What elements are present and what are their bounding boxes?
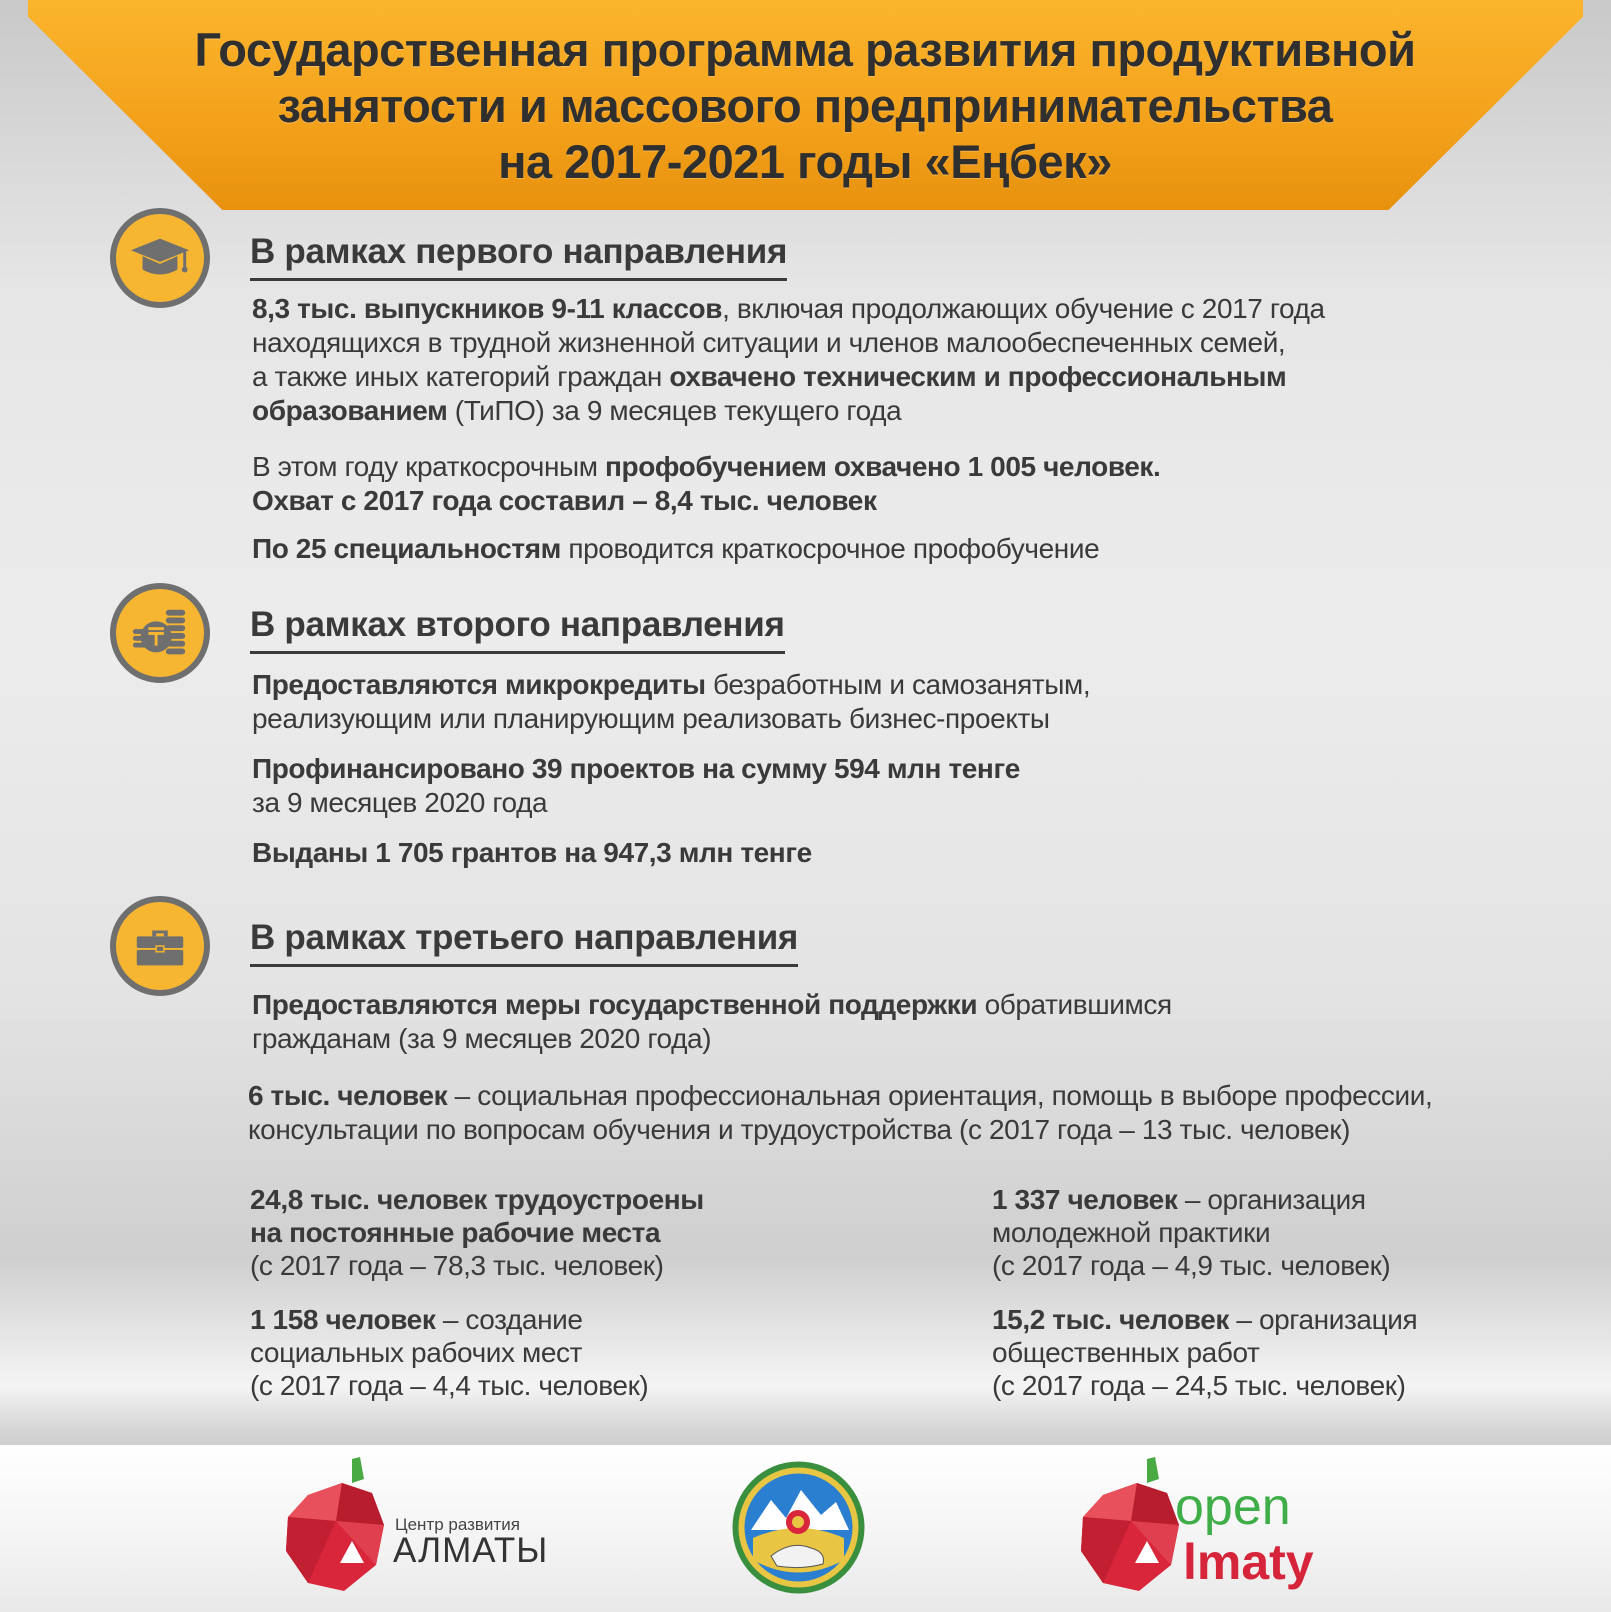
stat-youth-practice: 1 337 человек – организация молодежной практики (с 2017 года – 4,9 тыс. человек) (992, 1184, 1391, 1281)
section-2-title: В рамках второго направления (250, 605, 785, 654)
title-line-2: занятости и массового предпринимательства (277, 79, 1333, 132)
title-line-3: на 2017-2021 годы «Еңбек» (498, 135, 1112, 188)
logo1-name: АЛМАТЫ (393, 1531, 549, 1570)
section-2-paragraph-2: Профинансировано 39 проектов на сумму 594 млн тенге за 9 месяцев 2020 года (252, 753, 1020, 818)
red-gem-icon (1075, 1455, 1185, 1595)
stat-public-works: 15,2 тыс. человек – организация общественных работ (с 2017 года – 24,5 тыс. человек) (992, 1304, 1418, 1401)
logo3-almaty-text: lmaty (1183, 1534, 1314, 1590)
section-2-paragraph-3: Выданы 1 705 грантов на 947,3 млн тенге (252, 837, 812, 868)
section-1-paragraph-3: По 25 специальностям проводится краткосрочное профобучение (252, 533, 1100, 564)
stat-permanent-jobs: 24,8 тыс. человек трудоустроены на постоянные рабочие места (с 2017 года – 78,3 тыс. человек) (250, 1184, 704, 1281)
graduation-cap-icon (110, 208, 210, 308)
section-1-title: В рамках первого направления (250, 232, 787, 281)
open-almaty-logo (1075, 1455, 1345, 1595)
logo3-open-text: open (1175, 1478, 1291, 1536)
title-line-1: Государственная программа развития продуктивной (194, 23, 1416, 76)
almaty-emblem-icon (731, 1460, 866, 1595)
section-3-title: В рамках третьего направления (250, 918, 798, 967)
tenge-coins-icon (110, 583, 210, 683)
logo1-caption: Центр развития (395, 1515, 520, 1534)
section-1-paragraph-1: 8,3 тыс. выпускников 9-11 классов, включая продолжающих обучение с 2017 года находящихся в трудной жизненной ситуации и членов малообеспеченных семей, а также иных категорий граждан охвачено техническим и профессиональным образованием (ТиПО) за 9 месяцев текущего года (252, 293, 1325, 426)
briefcase-icon (110, 896, 210, 996)
section-2-paragraph-1: Предоставляются микрокредиты безработным и самозанятым, реализующим или планирующим реализовать бизнес-проекты (252, 669, 1091, 734)
red-gem-icon (280, 1455, 390, 1595)
section-1-paragraph-2: В этом году краткосрочным профобучением охвачено 1 005 человек. Охват с 2017 года составил – 8,4 тыс. человек (252, 451, 1161, 516)
section-3-paragraph-2: 6 тыс. человек – социальная профессиональная ориентация, помощь в выборе профессии, консультации по вопросам обучения и трудоустройства (с 2017 года – 13 тыс. человек) (248, 1080, 1433, 1145)
section-3-paragraph-1: Предоставляются меры государственной поддержки обратившимся гражданам (за 9 месяцев 2020 года) (252, 989, 1172, 1054)
stat-social-jobs: 1 158 человек – создание социальных рабочих мест (с 2017 года – 4,4 тыс. человек) (250, 1304, 649, 1401)
page-title (120, 22, 1490, 190)
almaty-development-center-logo (280, 1455, 549, 1595)
